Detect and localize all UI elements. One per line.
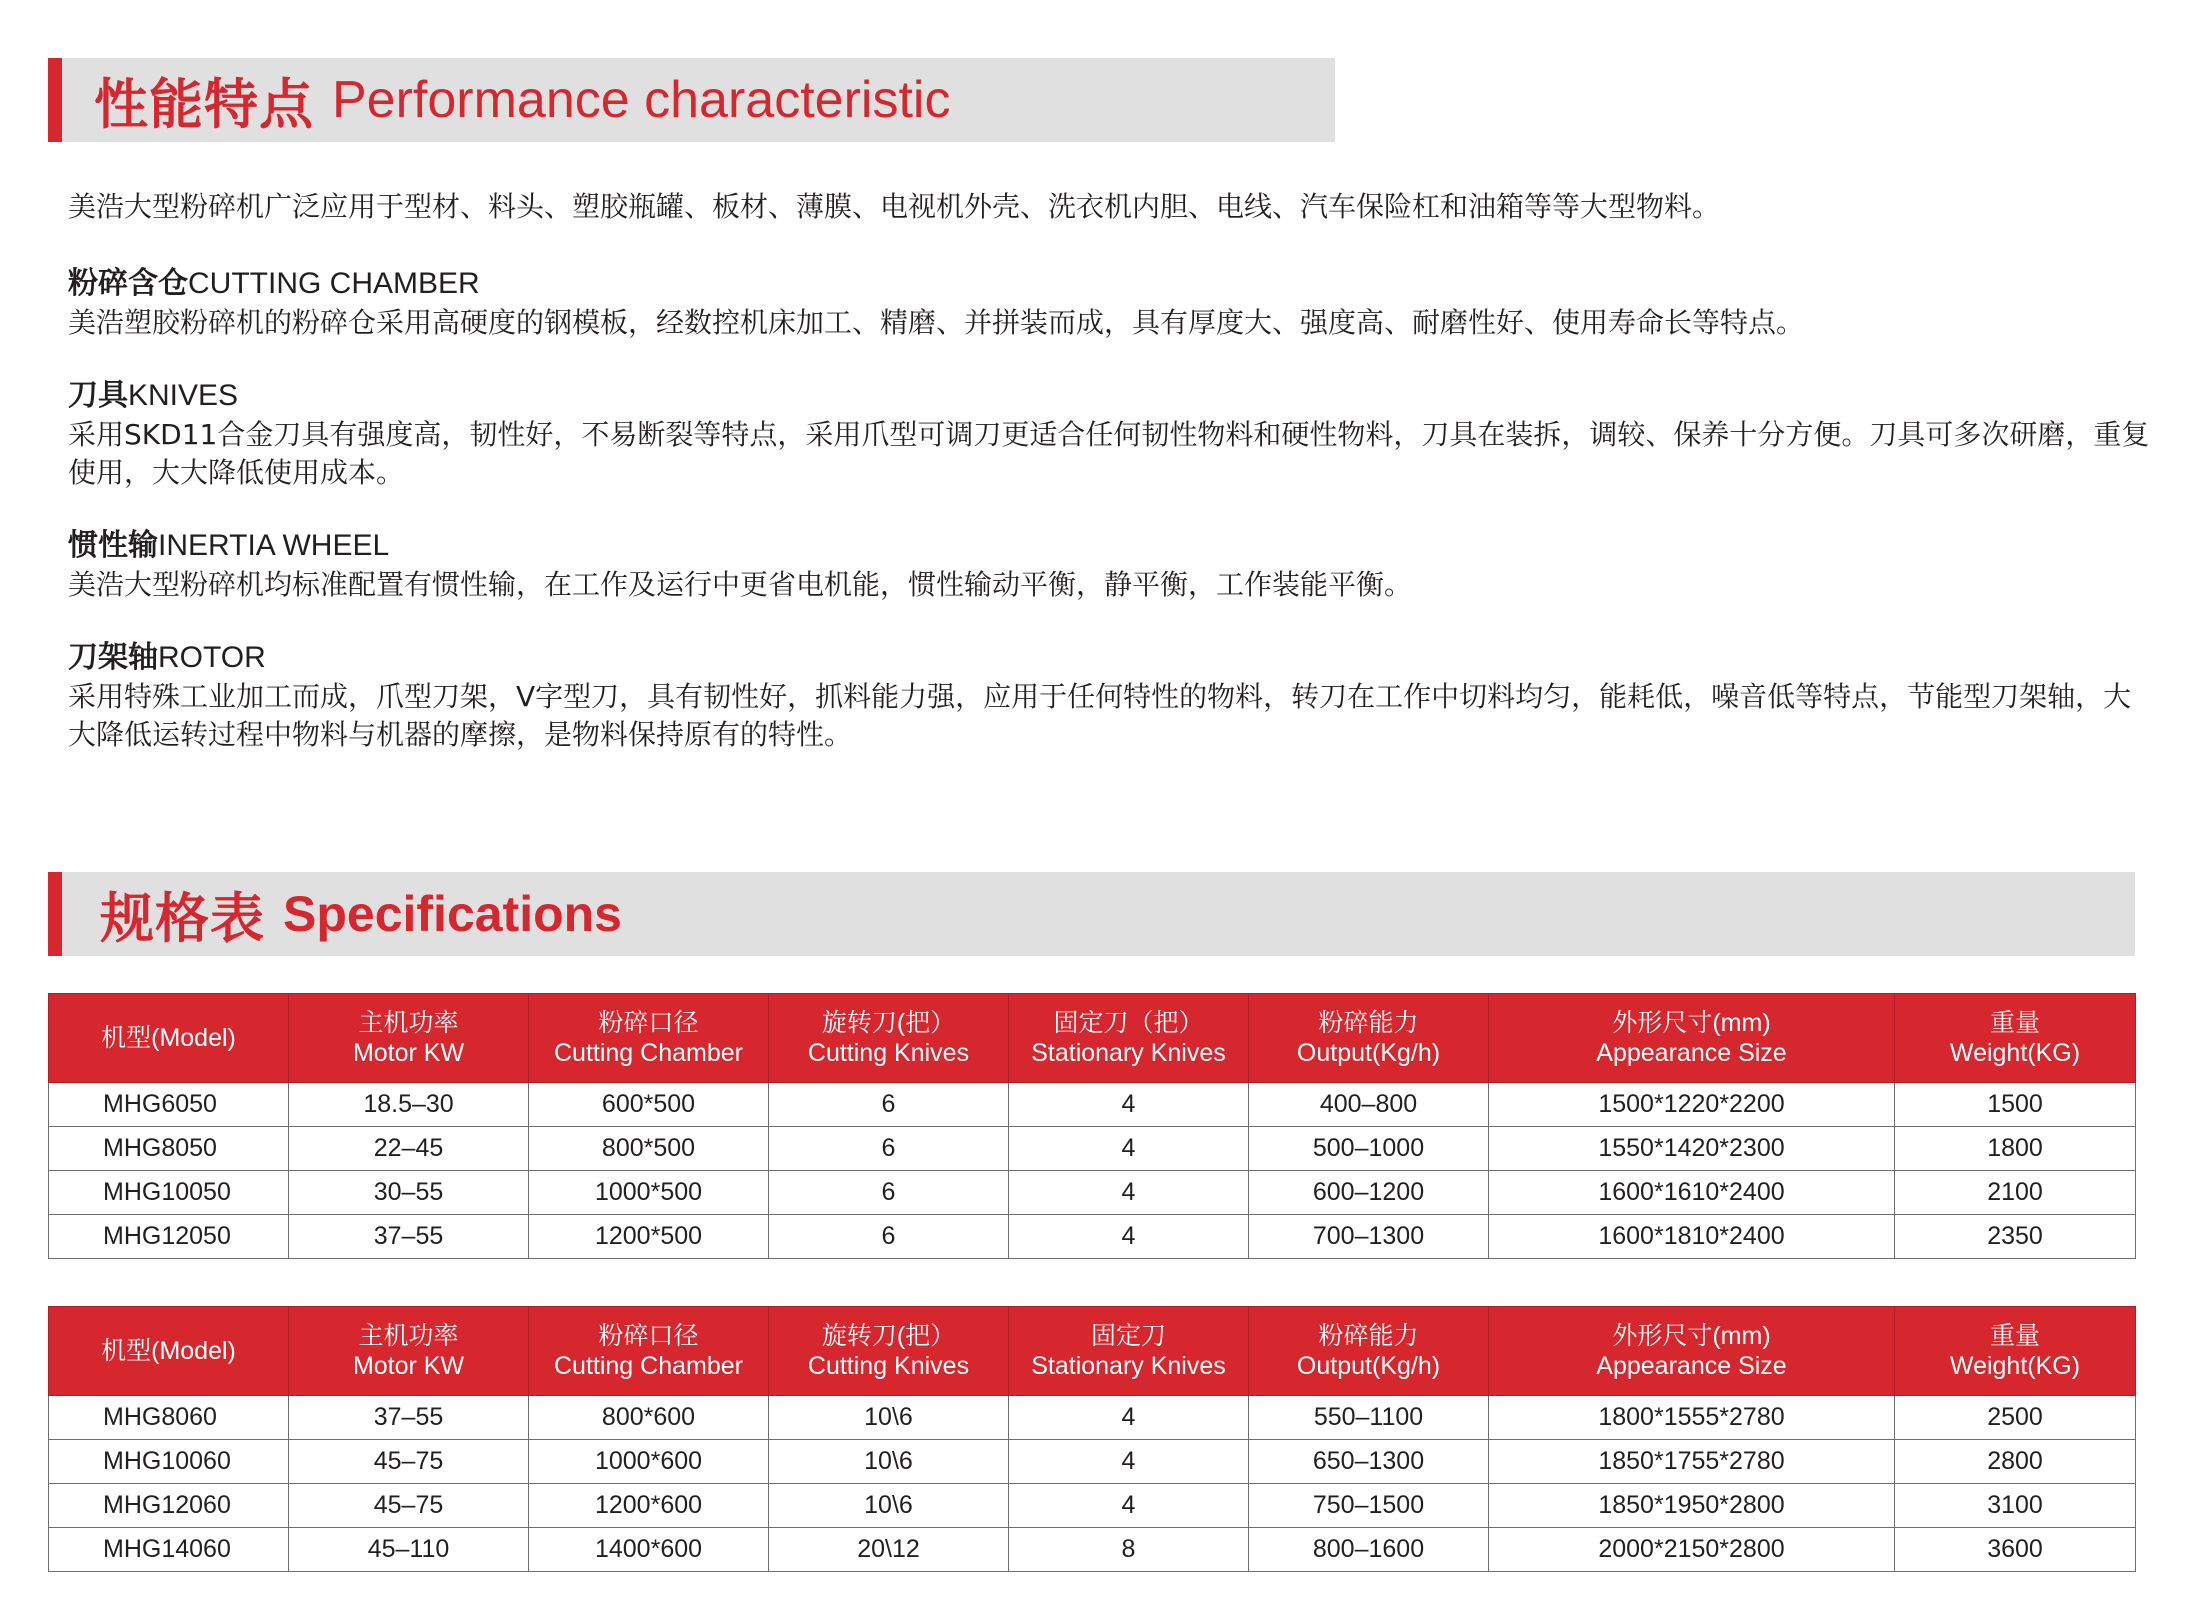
cell-chamber: 1200*500 [529, 1215, 769, 1259]
cell-output: 800–1600 [1249, 1528, 1489, 1572]
cell-size: 1800*1555*2780 [1489, 1396, 1895, 1440]
section-title-cn: 粉碎含仓 [68, 266, 188, 301]
header-cn: 粉碎能力 [1318, 1009, 1419, 1037]
cell-size: 1850*1755*2780 [1489, 1440, 1895, 1484]
header-cn: 固定刀（把） [1053, 1009, 1204, 1037]
header-en: Cutting Knives [807, 1039, 970, 1067]
section-knives [68, 376, 2158, 492]
cell-weight: 3600 [1895, 1528, 2136, 1572]
cell-model: MHG8050 [49, 1127, 289, 1171]
table-row [49, 1396, 2136, 1440]
header-motor [289, 994, 529, 1083]
header-weight [1895, 994, 2136, 1083]
table-row [49, 1484, 2136, 1528]
cell-motor: 22–45 [289, 1127, 529, 1171]
cell-weight: 1500 [1895, 1083, 2136, 1127]
section-title-en: KNIVES [128, 379, 239, 412]
intro-paragraph: 美浩大型粉碎机广泛应用于型材、料头、塑胶瓶罐、板材、薄膜、电视机外壳、洗衣机内胆、电线、汽车保险杠和油箱等等大型物料。 [68, 190, 1721, 223]
section-title-en: CUTTING CHAMBER [188, 267, 480, 300]
section-rotor [68, 638, 2158, 754]
header-cn: 主机功率 [358, 1009, 459, 1037]
header-en: Output(Kg/h) [1296, 1039, 1441, 1067]
header-en: Motor KW [352, 1039, 465, 1067]
section-inertia-wheel [68, 526, 2158, 604]
header-output [1249, 1307, 1489, 1396]
cell-cutting-knives: 20\12 [769, 1528, 1009, 1572]
cell-model: MHG10060 [49, 1440, 289, 1484]
header-en: Cutting Knives [807, 1352, 970, 1380]
red-accent-mark [48, 872, 62, 956]
cell-weight: 3100 [1895, 1484, 2136, 1528]
section-title-en: INERTIA WHEEL [158, 529, 390, 562]
header-cn: 主机功率 [358, 1322, 459, 1350]
header-chamber [529, 1307, 769, 1396]
cell-model: MHG12050 [49, 1215, 289, 1259]
section-cutting-chamber [68, 264, 2158, 342]
specifications-header [48, 872, 2135, 956]
header-cn: 粉碎口径 [598, 1009, 699, 1037]
section-body: 采用特殊工业加工而成，爪型刀架，V字型刀，具有韧性好，抓料能力强，应用于任何特性的物料，转刀在工作中切料均匀，能耗低，噪音低等特点，节能型刀架轴，大大降低运转过程中物料与机器的摩擦，是物料保持原有的特性。 [68, 680, 2132, 751]
header-en: Cutting Chamber [554, 1352, 743, 1380]
cell-model: MHG8060 [49, 1396, 289, 1440]
header-cn: 旋转刀(把） [821, 1322, 956, 1350]
header-en: Appearance Size [1596, 1352, 1787, 1380]
cell-chamber: 800*600 [529, 1396, 769, 1440]
section-title-cn: 惯性输 [68, 528, 158, 563]
header-en: Motor KW [352, 1352, 465, 1380]
cell-motor: 45–75 [289, 1440, 529, 1484]
table-row [49, 1083, 2136, 1127]
header-model [49, 1307, 289, 1396]
header-cutting-knives [769, 994, 1009, 1083]
cell-stationary-knives: 4 [1009, 1396, 1249, 1440]
header-stationary-knives [1009, 1307, 1249, 1396]
header-size [1489, 994, 1895, 1083]
header-en: Appearance Size [1596, 1039, 1787, 1067]
red-accent-mark [48, 58, 62, 142]
header-size [1489, 1307, 1895, 1396]
header-motor [289, 1307, 529, 1396]
cell-model: MHG14060 [49, 1528, 289, 1572]
header-cn: 旋转刀(把） [821, 1009, 956, 1037]
section-title-en: ROTOR [158, 641, 266, 674]
header-chamber [529, 994, 769, 1083]
header-cn: 外形尺寸(mm) [1612, 1322, 1771, 1350]
header-cn: 粉碎口径 [598, 1322, 699, 1350]
cell-motor: 37–55 [289, 1396, 529, 1440]
cell-size: 1600*1610*2400 [1489, 1171, 1895, 1215]
section-title [68, 638, 2158, 678]
header-cn: 固定刀 [1090, 1322, 1166, 1350]
cell-model: MHG10050 [49, 1171, 289, 1215]
performance-title-en: Performance characteristic [332, 71, 951, 129]
table-row [49, 1171, 2136, 1215]
cell-cutting-knives: 6 [769, 1127, 1009, 1171]
cell-cutting-knives: 10\6 [769, 1484, 1009, 1528]
header-model [49, 994, 289, 1083]
cell-size: 1600*1810*2400 [1489, 1215, 1895, 1259]
cell-size: 1550*1420*2300 [1489, 1127, 1895, 1171]
header-cn: 重量 [1989, 1322, 2040, 1350]
cell-cutting-knives: 10\6 [769, 1440, 1009, 1484]
cell-weight: 1800 [1895, 1127, 2136, 1171]
cell-cutting-knives: 10\6 [769, 1396, 1009, 1440]
header-output [1249, 994, 1489, 1083]
header-cutting-knives [769, 1307, 1009, 1396]
cell-motor: 30–55 [289, 1171, 529, 1215]
header-en: Weight(KG) [1949, 1352, 2081, 1380]
cell-weight: 2350 [1895, 1215, 2136, 1259]
cell-chamber: 1000*600 [529, 1440, 769, 1484]
table-row [49, 1215, 2136, 1259]
section-body: 美浩塑胶粉碎机的粉碎仓采用高硬度的钢模板，经数控机床加工、精磨、并拼装而成，具有厚度大、强度高、耐磨性好、使用寿命长等特点。 [68, 306, 1805, 339]
performance-header [48, 58, 1335, 142]
cell-cutting-knives: 6 [769, 1083, 1009, 1127]
cell-cutting-knives: 6 [769, 1215, 1009, 1259]
cell-weight: 2800 [1895, 1440, 2136, 1484]
section-body: 美浩大型粉碎机均标准配置有惯性输，在工作及运行中更省电机能，惯性输动平衡，静平衡，工作装能平衡。 [68, 568, 1413, 601]
cell-stationary-knives: 4 [1009, 1083, 1249, 1127]
cell-chamber: 1200*600 [529, 1484, 769, 1528]
cell-output: 700–1300 [1249, 1215, 1489, 1259]
performance-title-cn: 性能特点 [94, 72, 314, 136]
table-row [49, 1528, 2136, 1572]
cell-stationary-knives: 4 [1009, 1440, 1249, 1484]
cell-size: 1850*1950*2800 [1489, 1484, 1895, 1528]
specifications-title-en: Specifications [283, 886, 622, 942]
spec-table-2 [48, 1306, 2136, 1572]
cell-chamber: 600*500 [529, 1083, 769, 1127]
cell-model: MHG12060 [49, 1484, 289, 1528]
cell-chamber: 1000*500 [529, 1171, 769, 1215]
cell-stationary-knives: 4 [1009, 1171, 1249, 1215]
cell-model: MHG6050 [49, 1083, 289, 1127]
header-cn: 粉碎能力 [1318, 1322, 1419, 1350]
cell-motor: 37–55 [289, 1215, 529, 1259]
cell-motor: 45–75 [289, 1484, 529, 1528]
cell-weight: 2500 [1895, 1396, 2136, 1440]
specifications-title-cn: 规格表 [100, 886, 265, 950]
header-cn: 机型(Model) [101, 1024, 236, 1052]
cell-stationary-knives: 4 [1009, 1127, 1249, 1171]
header-en: Weight(KG) [1949, 1039, 2081, 1067]
header-cn: 外形尺寸(mm) [1612, 1009, 1771, 1037]
spec-table-1 [48, 993, 2136, 1259]
cell-output: 600–1200 [1249, 1171, 1489, 1215]
cell-weight: 2100 [1895, 1171, 2136, 1215]
table-header-row [49, 1307, 2136, 1396]
table-header-row [49, 994, 2136, 1083]
cell-motor: 18.5–30 [289, 1083, 529, 1127]
cell-cutting-knives: 6 [769, 1171, 1009, 1215]
header-stationary-knives [1009, 994, 1249, 1083]
cell-output: 650–1300 [1249, 1440, 1489, 1484]
cell-motor: 45–110 [289, 1528, 529, 1572]
header-en: Cutting Chamber [554, 1039, 743, 1067]
section-body: 采用SKD11合金刀具有强度高，韧性好，不易断裂等特点，采用爪型可调刀更适合任何韧性物料和硬性物料，刀具在装拆，调较、保养十分方便。刀具可多次研磨，重复使用，大大降低使用成本。 [68, 418, 2150, 489]
cell-stationary-knives: 4 [1009, 1215, 1249, 1259]
section-title [68, 526, 2158, 566]
cell-output: 500–1000 [1249, 1127, 1489, 1171]
cell-stationary-knives: 4 [1009, 1484, 1249, 1528]
section-title-cn: 刀架轴 [68, 640, 158, 675]
cell-chamber: 1400*600 [529, 1528, 769, 1572]
header-weight [1895, 1307, 2136, 1396]
cell-size: 1500*1220*2200 [1489, 1083, 1895, 1127]
cell-size: 2000*2150*2800 [1489, 1528, 1895, 1572]
table-row [49, 1127, 2136, 1171]
table-row [49, 1440, 2136, 1484]
header-en: Stationary Knives [1031, 1039, 1226, 1067]
section-title [68, 264, 2158, 304]
cell-stationary-knives: 8 [1009, 1528, 1249, 1572]
header-en: Output(Kg/h) [1296, 1352, 1441, 1380]
cell-output: 400–800 [1249, 1083, 1489, 1127]
cell-output: 550–1100 [1249, 1396, 1489, 1440]
section-title-cn: 刀具 [68, 378, 128, 413]
header-cn: 机型(Model) [101, 1337, 236, 1365]
cell-output: 750–1500 [1249, 1484, 1489, 1528]
cell-chamber: 800*500 [529, 1127, 769, 1171]
header-en: Stationary Knives [1031, 1352, 1226, 1380]
header-cn: 重量 [1989, 1009, 2040, 1037]
section-title [68, 376, 2158, 416]
